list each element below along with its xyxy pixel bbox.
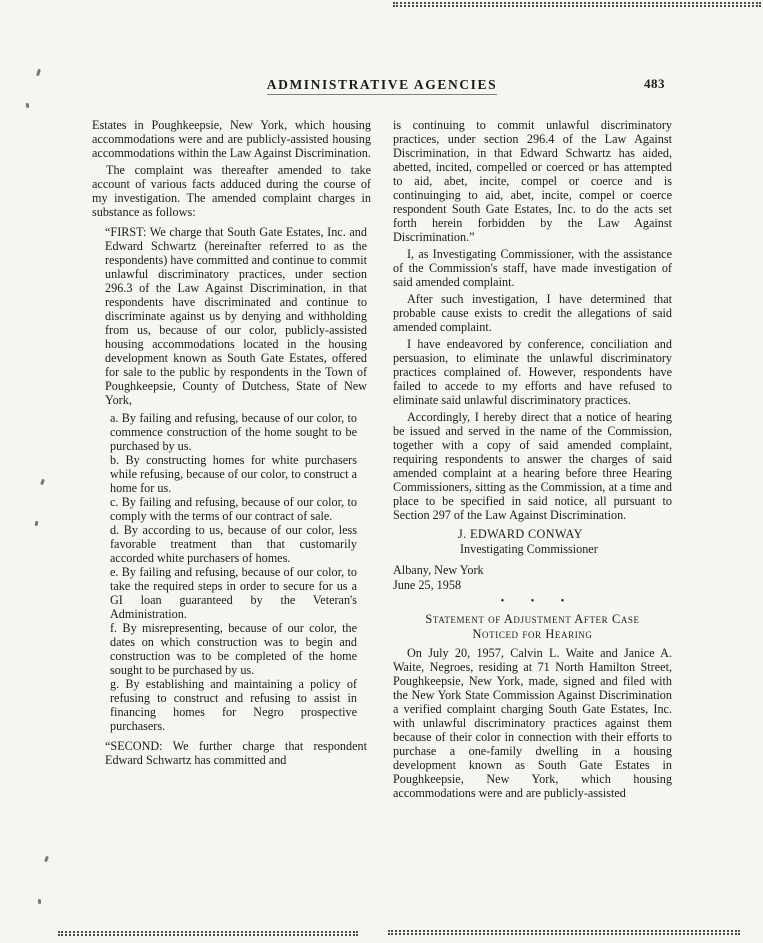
quote-block-second (105, 739, 367, 767)
section-heading-line1: Statement of Adjustment After Case (425, 612, 640, 626)
scan-mark (44, 856, 49, 863)
paragraph: I have endeavored by conference, conciliation and persuasion, to eliminate the unlawful discriminatory practices complained of. However, respondents have failed to accede to my efforts and have refused to eliminate said unlawful discriminatory practices. (393, 337, 672, 407)
paragraph: I, as Investigating Commissioner, with the assistance of the Commission's staff, have made investigation of said amended complaint. (393, 247, 672, 289)
scan-mark (40, 479, 45, 486)
signature-name: J. EDWARD CONWAY (458, 527, 583, 541)
quote-block-first (105, 225, 367, 407)
quote-paragraph: “FIRST: We charge that South Gate Estates, Inc. and Edward Schwartz (hereinafter referred to as the respondents) have committed and continue to commit unlawful discriminatory practices, under section 296.3 of the Law Against Discrimination, in that respondents have discriminated and continue to discriminate against us by denying and withholding from us, because of our color, publicly-assisted housing accommodations located in the housing development known as South Gate Estates, offered for sale to the public by respondents in the Town of Poughkeepsie, County of Dutchess, State of New York, (105, 225, 367, 407)
text-columns (92, 118, 672, 803)
scan-mark (36, 69, 41, 77)
scan-mark (26, 103, 30, 109)
paragraph: After such investigation, I have determined that probable cause exists to credit the allegations of said amended complaint. (393, 292, 672, 334)
paragraph: is continuing to commit unlawful discriminatory practices, under section 296.4 of the Law Against Discrimination, in that Edward Schwartz has aided, abetted, incited, compelled or coerced or has attempted to aid, abet, incite, compel or coerce and is continuinging to aid, abet, incite, compel or coerce respondent South Gate Estates, Inc. to do the acts set forth herein forbidden by the Law Against Discrimination.” (393, 118, 672, 244)
paragraph: Estates in Poughkeepsie, New York, which housing accommodations were and are publicly-assisted housing accommodations within the Law Against Discrimination. (92, 118, 371, 160)
paragraph: On July 20, 1957, Calvin L. Waite and Janice A. Waite, Negroes, residing at 71 North Hamilton Street, Poughkeepsie, New York, made, signed and filed with the New York State Commission Against Discrimination a verified complaint charging South Gate Estates, Inc. with unlawful discriminatory practices against them because of their color in connection with their efforts to purchase a one-family dwelling in a housing development known as South Gate Estates in Poughkeepsie, New York, which housing accommodations were and are publicly-assisted (393, 646, 672, 800)
section-separator: • • • (500, 596, 577, 607)
signature-title: Investigating Commissioner (460, 542, 598, 556)
list-item: f. By misrepresenting, because of our color, the dates on which construction was to begin and construction was to be completed of the home sought to be purchased by us. (110, 621, 357, 677)
quote-paragraph: “SECOND: We further charge that respondent Edward Schwartz has committed and (105, 739, 367, 767)
left-column (92, 118, 371, 803)
right-column (393, 118, 672, 803)
dateline (393, 563, 672, 592)
list-item: c. By failing and refusing, because of our color, to comply with the terms of our contract of sale. (110, 495, 357, 523)
scan-dots-top (393, 2, 761, 8)
list-item: d. By according to us, because of our color, less favorable treatment than that customarily accorded white purchasers of homes. (110, 523, 357, 565)
signature-block (458, 527, 672, 557)
running-header (92, 76, 672, 95)
section-heading-line2: Noticed for Hearing (472, 626, 593, 641)
list-item: e. By failing and refusing, because of our color, to take the required steps in order to secure for us a GI loan guaranteed by the Veteran's Administration. (110, 565, 357, 621)
page-number: 483 (644, 76, 665, 91)
scan-dots-bottom-right (388, 930, 740, 936)
page-title: ADMINISTRATIVE AGENCIES (267, 77, 497, 95)
paragraph: Accordingly, I hereby direct that a notice of hearing be issued and served in the name of the Commission, together with a copy of said amended complaint, requiring respondents to answer the charges of said amended complaint at a hearing before three Hearing Commissioners, sitting as the Commission, at a time and place to be specified in said notice, all pursuant to Section 297 of the Law Against Discrimination. (393, 410, 672, 522)
charge-list (110, 411, 357, 733)
list-item: g. By establishing and maintaining a policy of refusing to construct and refusing to assist in financing homes for Negro prospective purchasers. (110, 677, 357, 733)
scan-mark (38, 899, 41, 904)
dateline-place: Albany, New York (393, 563, 484, 577)
scan-mark (35, 521, 39, 526)
dateline-date: June 25, 1958 (393, 577, 462, 592)
section-heading (393, 612, 672, 641)
scan-dots-bottom-left (58, 931, 358, 937)
paragraph: The complaint was thereafter amended to take account of various facts adduced during the course of my investigation. The amended complaint charges in substance as follows: (92, 163, 371, 219)
list-item: a. By failing and refusing, because of our color, to commence construction of the home sought to be purchased by us. (110, 411, 357, 453)
list-item: b. By constructing homes for white purchasers while refusing, because of our color, to construct a home for us. (110, 453, 357, 495)
